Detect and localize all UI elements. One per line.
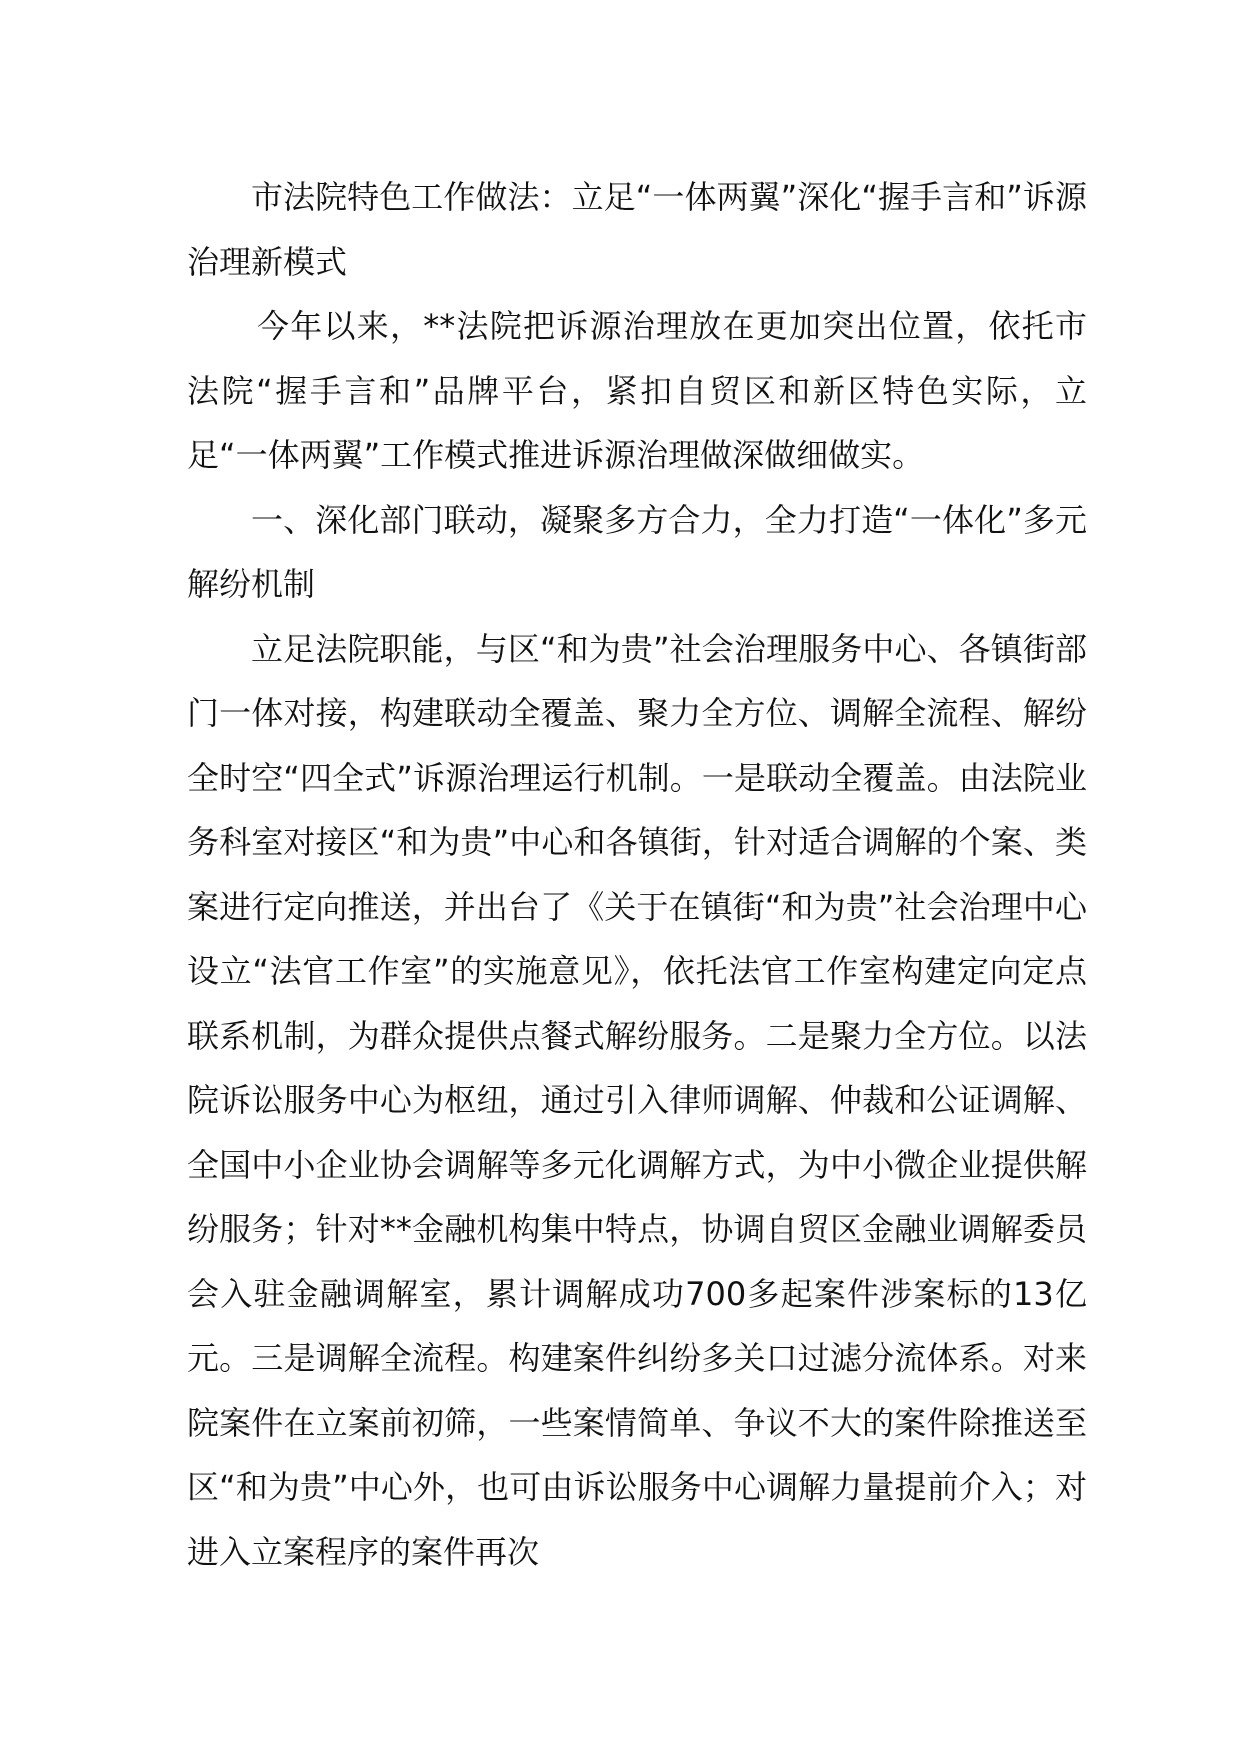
section-1-heading: 一、深化部门联动，凝聚多方合力，全力打造“一体化”多元解纷机制 (187, 500, 1087, 603)
intro-paragraph: 今年以来，**法院把诉源治理放在更加突出位置，依托市法院“握手言和”品牌平台，紧扣自贸区和新区特色实际，立足“一体两翼”工作模式推进诉源治理做深做细做实。 (187, 307, 1087, 474)
section-1-body: 立足法院职能，与区“和为贵”社会治理服务中心、各镇街部门一体对接，构建联动全覆盖、聚力全方位、调解全流程、解纷全时空“四全式”诉源治理运行机制。一是联动全覆盖。由法院业务科室对接区“和为贵”中心和各镇街，针对适合调解的个案、类案进行定向推送，并出台了《关于在镇街“和为贵”社会治理中心设立“法官工作室”的实施意见》，依托法官工作室构建定向定点联系机制，为群众提供点餐式解纷服务。二是聚力全方位。以法院诉讼服务中心为枢纽，通过引入律师调解、仲裁和公证调解、全国中小企业协会调解等多元化调解方式，为中小微企业提供解纷服务；针对**金融机构集中特点，协调自贸区金融业调解委员会入驻金融调解室，累计调解成功700多起案件涉案标的13亿元。三是调解全流程。构建案件纠纷多关口过滤分流体系。对来院案件在立案前初筛，一些案情简单、争议不大的案件除推送至区“和为贵”中心外，也可由诉讼服务中心调解力量提前介入；对进入立案程序的案件再次 (187, 629, 1087, 1571)
document-title: 市法院特色工作做法：立足“一体两翼”深化“握手言和”诉源治理新模式 (187, 178, 1087, 281)
document-page (187, 165, 1087, 1584)
